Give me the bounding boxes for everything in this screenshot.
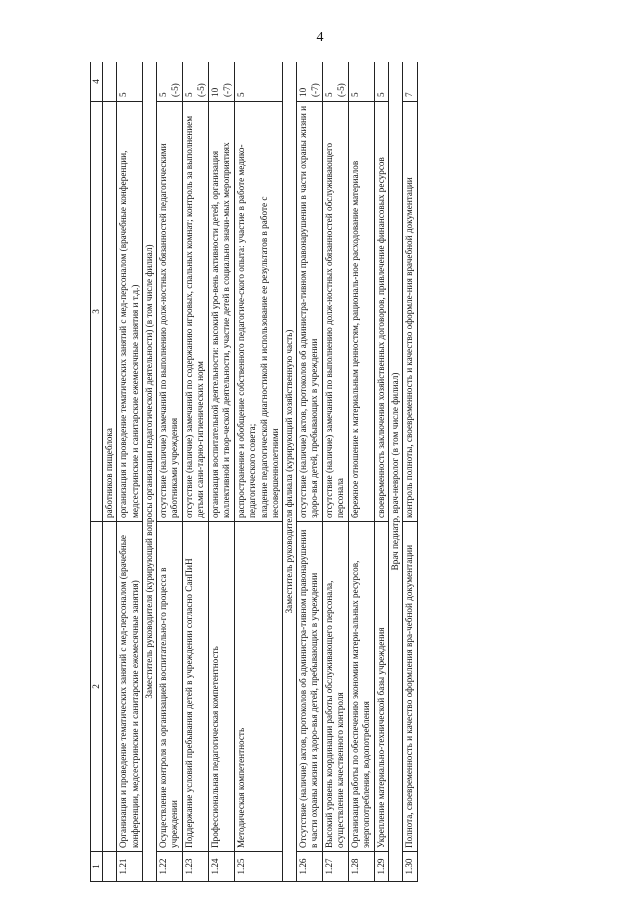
points-value: (-7) xyxy=(221,83,232,97)
row-number: 1.30 xyxy=(403,852,418,882)
section-row xyxy=(142,62,156,882)
row-number: 1.28 xyxy=(349,852,374,882)
table-row xyxy=(117,62,142,882)
row-number: 1.29 xyxy=(374,852,389,882)
rotated-table-container xyxy=(90,62,620,882)
criterion-cell xyxy=(103,522,117,852)
row-number xyxy=(103,852,117,882)
table-row xyxy=(374,62,389,882)
indicator-cell xyxy=(374,102,389,522)
points-value: (-5) xyxy=(335,83,346,97)
criterion-cell: Высокий уровень координации работы обслуживающего персонала, осуществление качественного контроля xyxy=(323,522,349,852)
criterion-cell: Полнота, своевременность и качество оформления вра-чебной документации xyxy=(403,522,418,852)
row-number: 1.22 xyxy=(157,852,183,882)
points-value: 5 xyxy=(184,92,195,97)
points-cell xyxy=(297,62,323,102)
points-value: (-5) xyxy=(195,83,206,97)
table-row xyxy=(323,62,349,882)
indicator-line: своевременность заключения хозяйственных договоров, привлечение финансовых ресурсов xyxy=(375,157,386,518)
header-cell-2: 2 xyxy=(91,522,103,852)
indicator-line: отсутствие (наличие) замечаний по содержанию игровых, спальных комнат; контроль за выполнением детьми сани-тарно-гигиенических норм xyxy=(184,115,206,518)
row-number: 1.24 xyxy=(209,852,235,882)
points-value: 5 xyxy=(350,92,361,97)
indicator-cell xyxy=(157,102,183,522)
table-row xyxy=(349,62,374,882)
row-number: 1.27 xyxy=(323,852,349,882)
section-title: Врач педиатр, врач-невролог (в том числе филиал) xyxy=(389,62,403,882)
points-value: (-5) xyxy=(169,83,180,97)
points-value: (-7) xyxy=(309,83,320,97)
criterion-cell: Организация работы по обеспечению экономии матери-альных ресурсов, энергопотребления, водопотребления xyxy=(349,522,374,852)
indicator-cell xyxy=(349,102,374,522)
indicator-cell xyxy=(235,102,283,522)
points-cell xyxy=(103,62,117,102)
points-value: 5 xyxy=(158,92,169,97)
header-cell-4: 4 xyxy=(91,62,103,102)
criterion-cell: Укрепление материально-технической базы учреждения xyxy=(374,522,389,852)
points-value: 5 xyxy=(324,92,335,97)
indicator-line: организация воспитательной деятельности: высокий уро-вень активности детей, организация коллективной и твор-ческой деятельности, участие детей в социально значи-мых мероприятиях xyxy=(210,142,232,518)
indicator-line: отсутствие (наличие) актов, протоколов об администра-тивном правонарушении в части охраны жизни и здоро-вья детей, пребывающих в учреждении xyxy=(298,105,320,518)
evaluation-criteria-table xyxy=(90,62,418,882)
indicator-cell xyxy=(403,102,418,522)
criterion-cell: Отсутствие (наличие) актов, протоколов об администра-тивном правонарушении в части охраны жизни и здоро-вья детей, пребывающих в учреждении xyxy=(297,522,323,852)
row-number: 1.26 xyxy=(297,852,323,882)
points-cell xyxy=(117,62,142,102)
points-value: 5 xyxy=(236,92,247,97)
table-row xyxy=(403,62,418,882)
indicator-line: контроль полноты, своевременность и качество оформле-ния врачебной документации xyxy=(404,177,415,518)
criterion-cell: Методическая компетентность xyxy=(235,522,283,852)
indicator-line: работников пищеблока xyxy=(104,428,115,518)
points-value: 5 xyxy=(118,92,129,97)
page-number: 4 xyxy=(316,30,324,45)
indicator-line: распространение и обобщение собственного педагогиче-ского опыта: участие в работе медико-педагогического совета; xyxy=(236,144,258,518)
table-body xyxy=(91,62,418,882)
points-cell xyxy=(374,62,389,102)
points-cell xyxy=(183,62,209,102)
criterion-cell: Организация и проведение тематических занятий с мед-персоналом (врачебные конференции, медсестринские и санитарские ежемесячные занятия) xyxy=(117,522,142,852)
section-title: Заместитель руководителя (курирующий вопросы организации педагогической деятельности) (в том числе филиал) xyxy=(142,62,156,882)
indicator-cell xyxy=(183,102,209,522)
table-wrapper xyxy=(90,62,620,882)
header-cell-3: 3 xyxy=(91,102,103,522)
indicator-cell xyxy=(323,102,349,522)
points-value: 5 xyxy=(375,92,386,97)
points-cell xyxy=(235,62,283,102)
criterion-cell: Осуществление контроля за организацией воспитательно-го процесса в учреждении xyxy=(157,522,183,852)
section-row xyxy=(389,62,403,882)
indicator-cell xyxy=(117,102,142,522)
table-row xyxy=(103,62,117,882)
section-title: Заместитель руководителя филиала (курирующий хозяйственную часть) xyxy=(282,62,296,882)
header-cell-1: 1 xyxy=(91,852,103,882)
points-cell xyxy=(349,62,374,102)
criterion-cell: Поддержание условий пребывания детей в учреждении согласно СанПиН xyxy=(183,522,209,852)
criterion-cell: Профессиональная педагогическая компетентность xyxy=(209,522,235,852)
indicator-line: владение педагогической диагностикой и использование ее результатов в работе с несовершеннолетними xyxy=(258,196,280,518)
indicator-cell xyxy=(297,102,323,522)
indicator-cell xyxy=(209,102,235,522)
indicator-line: бережное отношение к материальным ценностям, рациональ-ное расходование материалов xyxy=(350,160,361,518)
section-row xyxy=(282,62,296,882)
points-cell xyxy=(157,62,183,102)
indicator-cell xyxy=(103,102,117,522)
table-row xyxy=(157,62,183,882)
table-row xyxy=(235,62,283,882)
table-header-row xyxy=(91,62,103,882)
row-number: 1.21 xyxy=(117,852,142,882)
points-value: 7 xyxy=(404,92,415,97)
indicator-line: отсутствие (наличие) замечаний по выполнению долж-ностных обязанностей обслуживающего персонала xyxy=(324,142,346,518)
points-value: 10 xyxy=(210,87,221,97)
row-number: 1.25 xyxy=(235,852,283,882)
table-row xyxy=(297,62,323,882)
indicator-line: организация и проведение тематических занятий с мед-персоналом (врачебные конференции, медсестринские и санитарские ежемесячные занятия и т.д.) xyxy=(118,150,140,518)
points-cell xyxy=(209,62,235,102)
indicator-line: отсутствие (наличие) замечаний по выполнению долж-ностных обязанностей педагогическими работниками учреждения xyxy=(158,143,180,518)
points-cell xyxy=(323,62,349,102)
points-value: 10 xyxy=(298,87,309,97)
points-cell xyxy=(403,62,418,102)
row-number: 1.23 xyxy=(183,852,209,882)
table-row xyxy=(209,62,235,882)
table-row xyxy=(183,62,209,882)
